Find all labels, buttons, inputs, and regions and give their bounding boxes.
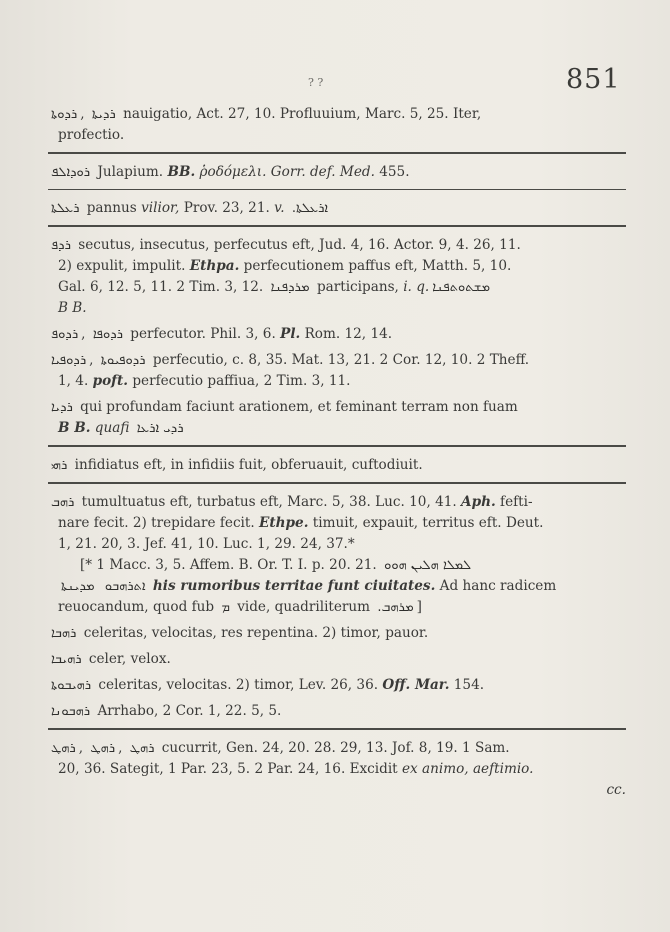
syriac-letter: ܡ	[221, 600, 230, 615]
syriac-headword: ܪܕܦ	[51, 238, 71, 253]
definition-italic: ex animo,	[401, 761, 469, 777]
syriac-headword: ܪܕܘܬܐ	[51, 107, 78, 122]
note-text: vide, quadriliterum	[237, 599, 371, 615]
syriac-variant: ܪܕܘܦܐ	[92, 327, 123, 342]
entry-julapium	[48, 162, 626, 183]
definition-text: pannus	[86, 200, 137, 216]
source-ref: B B.	[58, 300, 87, 316]
definition-text: perfecutionem paffus eft, Matth. 5, 10.	[243, 258, 512, 274]
syriac-phrase: ܠܡܠܐ ܗܠܝܢ ܗܘܘ	[384, 558, 472, 573]
note-line	[48, 576, 626, 597]
definition-italic: quafi	[94, 420, 130, 436]
definition-text: participans,	[316, 279, 399, 295]
syriac-headword: ܪܥܠܬܐ	[51, 201, 80, 216]
definition-text: qui profundam faciunt arationem, et feminant terram non fuam	[80, 399, 518, 415]
stem-label: Ethpe.	[259, 515, 309, 531]
source-ref: B B.	[58, 420, 91, 436]
stem-label: Aph.	[461, 494, 496, 510]
syriac-headword: ܪܕܘܦ	[51, 327, 79, 342]
syriac-headword: ܪܗܛ	[51, 741, 76, 756]
definition-line: secutus, insecutus, perfecutus eft, Jud. 4, 16. Actor. 9, 4. 26, 11.	[78, 237, 521, 253]
definition-italic: vilior,	[141, 200, 180, 216]
definition-text: celer, velox.	[88, 651, 171, 667]
post-label: poft.	[92, 373, 129, 389]
definition-text: fefti-	[500, 494, 533, 510]
definition-text: nauigatio, Act. 27, 10. Profluuium, Marc. 5, 25. Iter,	[123, 106, 482, 122]
entry-profundam	[48, 397, 626, 439]
definition-text: timuit, expauit, territus eft. Deut.	[312, 515, 544, 531]
source-ref: BB.	[167, 164, 196, 180]
definition-italic: i. q.	[403, 279, 430, 295]
syriac-headword: ܪܕܘܦܝܐ	[51, 353, 87, 368]
definition-text: Prov. 23, 21.	[183, 200, 270, 216]
definition-text: celeritas, velocitas, res repentina. 2) timor, pauor.	[83, 625, 429, 641]
definition-line	[48, 256, 626, 277]
entry-secutus	[48, 235, 626, 319]
definition-text: 2) expulit, impulit.	[58, 258, 186, 274]
entry-navigatio	[48, 104, 626, 146]
section-divider	[48, 152, 626, 154]
definition-text: tumultuatus eft, turbatus eft, Marc. 5, 38. Luc. 10, 41.	[81, 494, 457, 510]
syriac-word: ܡܫܬܘܬܦܢܐ	[432, 280, 491, 295]
note-text: [* 1 Macc. 3, 5. Affem. B. Or. T. I. p. 20. 21.	[80, 557, 377, 573]
definition-text: Rom. 12, 14.	[304, 326, 393, 342]
note-italic: his rumoribus territae funt ciuitates.	[152, 578, 436, 594]
entry-celer	[48, 649, 626, 670]
definition-text-cont: profectio.	[58, 127, 125, 143]
syriac-headword: ܪܗܝ	[51, 458, 68, 473]
definition-text: Arrhabo, 2 Cor. 1, 22. 5, 5.	[97, 703, 282, 719]
definition-text: infidiatus eft, in infidiis fuit, obferuauit, cuftodiuit.	[74, 457, 423, 473]
definition-line	[48, 371, 626, 392]
source-ref: Off. Mar.	[382, 677, 450, 693]
entry-celeritas	[48, 623, 626, 644]
syriac-headword: ܪܕܝܐ	[51, 400, 73, 415]
definition-line	[48, 277, 626, 298]
definition-line	[48, 759, 626, 780]
syriac-word: ܪܕܝ ܐܪܥܐ	[136, 421, 184, 436]
definition-text: 1, 4.	[58, 373, 89, 389]
definition-italic: aeftimio.	[472, 761, 534, 777]
definition-text: Gal. 6, 12. 5, 11. 2 Tim. 3, 12.	[58, 279, 264, 295]
definition-text: nare fecit. 2) trepidare fecit.	[58, 515, 255, 531]
section-divider	[48, 445, 626, 447]
syriac-headword: ܪܗܒ	[51, 495, 75, 510]
dictionary-column	[48, 104, 626, 806]
definition-text: celeritas, velocitas. 2) timor, Lev. 26, 36.	[98, 677, 379, 693]
note-text: reuocandum, quod fub	[58, 599, 215, 615]
syriac-variant: ܪܕܘܦܝܘܬܐ	[100, 353, 146, 368]
note-line	[48, 597, 626, 618]
page-number: 851	[566, 64, 621, 95]
definition-line: 1, 21. 20, 3. Jef. 41, 10. Luc. 1, 29. 24, 37.*	[58, 536, 355, 552]
note-bracket: ]	[416, 599, 422, 615]
greek-word: ῥοδόμελι.	[199, 164, 267, 180]
catchword: cc.	[606, 782, 626, 798]
syriac-variant: ܪܗܛ	[129, 741, 155, 756]
entry-persecutio: ܪܕܘܦܝܐ , ܪܕܘܦܝܘܬܐ perfecutio, c. 8, 35. Mat. 13, 21. 2 Cor. 12, 10. 2 Theff. 1, 4. poft. perfecutio paffiua, 2 Tim. 3, 11.	[48, 350, 626, 392]
syriac-headword: ܪܗܝܒܐ	[51, 652, 82, 667]
section-divider	[48, 482, 626, 484]
vide-mark: v.	[274, 200, 285, 216]
entry-persecutor: ܪܕܘܦ , ܪܕܘܦܐ perfecutor. Phil. 3, 6. Pl. Rom. 12, 14.	[51, 326, 393, 342]
definition-text: 20, 36. Sategit, 1 Par. 23, 5. 2 Par. 24, 16. Excidit	[58, 761, 398, 777]
definition-text: perfecutio, c. 8, 35. Mat. 13, 21. 2 Cor. 12, 10. 2 Theff.	[152, 352, 530, 368]
syriac-phrase: ܐܬܪܗܒܘ	[104, 579, 146, 594]
definition-line	[48, 418, 626, 439]
section-divider	[48, 189, 626, 190]
entry-cucurrit: ܪܗܛ , ܪܗܛ , ܪܗܛ cucurrit, Gen. 24, 20. 28. 29, 13. Jof. 8, 19. 1 Sam. 20, 36. Sategit, 1 Par. 23, 5. 2 Par. 24, 16. Excidit ex animo, aeftimio. cc.	[48, 738, 626, 801]
syriac-crossref: ܐܪܥܠܬܐ.	[291, 201, 329, 216]
separator: ,	[80, 106, 85, 122]
syriac-variant: ܪܗܛ	[90, 741, 116, 756]
syriac-headword: ܪܗܒܘܢܐ	[51, 704, 91, 719]
syriac-word: ܡܪܗܒ.	[377, 600, 414, 615]
note-line	[48, 555, 626, 576]
source-ref: Gorr. def. Med.	[270, 164, 375, 180]
syriac-headword: ܪܗܝܒܘܬܐ	[51, 678, 92, 693]
entry-insidiatus	[48, 455, 626, 476]
syriac-variant: ܪܕܝܬܐ	[91, 107, 116, 122]
syriac-phrase: ܡܕܝܢܬܐ	[61, 579, 95, 594]
syriac-headword: ܪܗܒܐ	[51, 626, 77, 641]
syriac-word: ܡܪܕܦܢܐ	[270, 280, 310, 295]
stem-label: Ethpa.	[189, 258, 240, 274]
entry-celeritas-timor	[48, 675, 626, 696]
definition-text: Julapium.	[97, 164, 164, 180]
section-divider	[48, 225, 626, 227]
entry-tumultuatus	[48, 492, 626, 618]
definition-text: 154.	[453, 677, 485, 693]
definition-line	[48, 513, 626, 534]
signature-mark: ? ?	[308, 76, 324, 89]
note-text: Ad hanc radicem	[439, 578, 557, 594]
definition-text: 455.	[379, 164, 410, 180]
plural-label: Pl.	[280, 326, 301, 342]
syriac-headword: ܪܘܕܐܠܦ	[51, 165, 91, 180]
entry-pannus	[48, 198, 626, 219]
page-header	[0, 58, 670, 98]
definition-text: perfecutio paffiua, 2 Tim. 3, 11.	[132, 373, 351, 389]
definition-text: cucurrit, Gen. 24, 20. 28. 29, 13. Jof. 8, 19. 1 Sam.	[161, 740, 510, 756]
definition-text: perfecutor. Phil. 3, 6.	[130, 326, 276, 342]
entry-arrhabo	[48, 701, 626, 722]
section-divider	[48, 728, 626, 730]
